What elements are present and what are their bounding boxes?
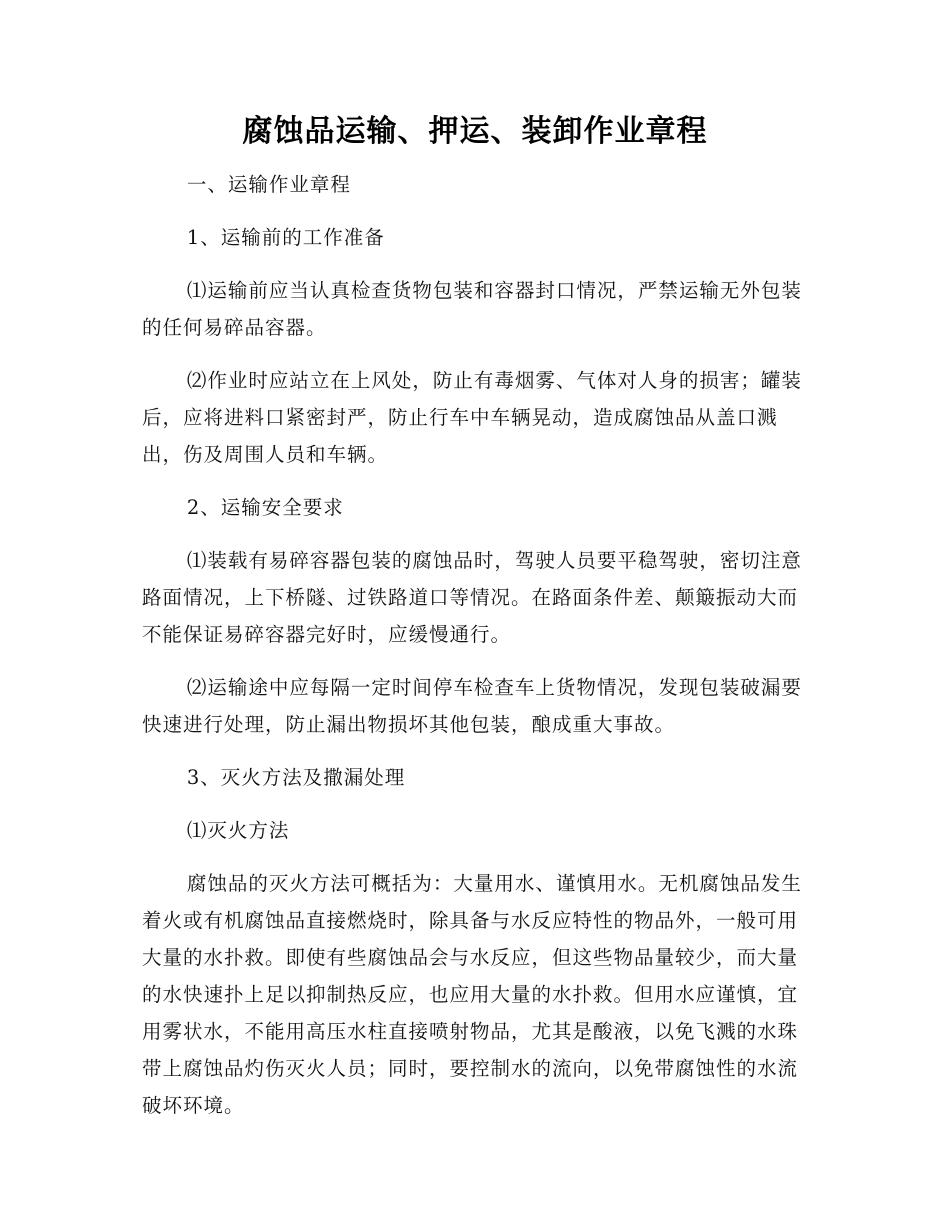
subsection-heading-preparation: 1、运输前的工作准备 xyxy=(186,226,385,249)
paragraph-preparation-1: ⑴运输前应当认真检查货物包装和容器封口情况，严禁运输无外包装的任何易碎品容器。 xyxy=(142,279,802,339)
document-title: 腐蚀品运输、押运、装卸作业章程 xyxy=(242,114,708,149)
paragraph-fire-method: 腐蚀品的灭火方法可概括为：大量用水、谨慎用水。无机腐蚀品发生着火或有机腐蚀品直接燃烧时，除具备与水反应特性的物品外，一般可用大量的水扑救。即使有些腐蚀品会与水反应，但这些物品量较少，而大量的水快速扑上足以抑制热反应，也应用大量的水扑救。但用水应谨慎，宜用雾状水，不能用高压水柱直接喷射物品，尤其是酸液，以免飞溅的水珠带上腐蚀品灼伤灭火人员；同时，要控制水的流向，以免带腐蚀性的水流破坏环境。 xyxy=(142,872,802,1117)
paragraph-safety-1: ⑴装载有易碎容器包装的腐蚀品时，驾驶人员要平稳驾驶，密切注意路面情况，上下桥隧、过铁路道口等情况。在路面条件差、颠簸振动大而不能保证易碎容器完好时，应缓慢通行。 xyxy=(142,549,802,646)
paragraph-preparation-2: ⑵作业时应站立在上风处，防止有毒烟雾、气体对人身的损害；罐装后，应将进料口紧密封严，防止行车中车辆晃动，造成腐蚀品从盖口溅出，伤及周围人员和车辆。 xyxy=(142,369,802,466)
document-body xyxy=(142,166,802,1140)
subsection-heading-fire-method: ⑴灭火方法 xyxy=(186,819,290,842)
section-heading-transport-rules: 一、运输作业章程 xyxy=(186,173,351,196)
subsection-heading-safety: 2、运输安全要求 xyxy=(186,496,344,519)
paragraph-safety-2: ⑵运输途中应每隔一定时间停车检查车上货物情况，发现包装破漏要快速进行处理，防止漏出物损坏其他包装，酿成重大事故。 xyxy=(142,676,802,736)
subsection-heading-fire-spill: 3、灭火方法及撒漏处理 xyxy=(186,766,406,789)
